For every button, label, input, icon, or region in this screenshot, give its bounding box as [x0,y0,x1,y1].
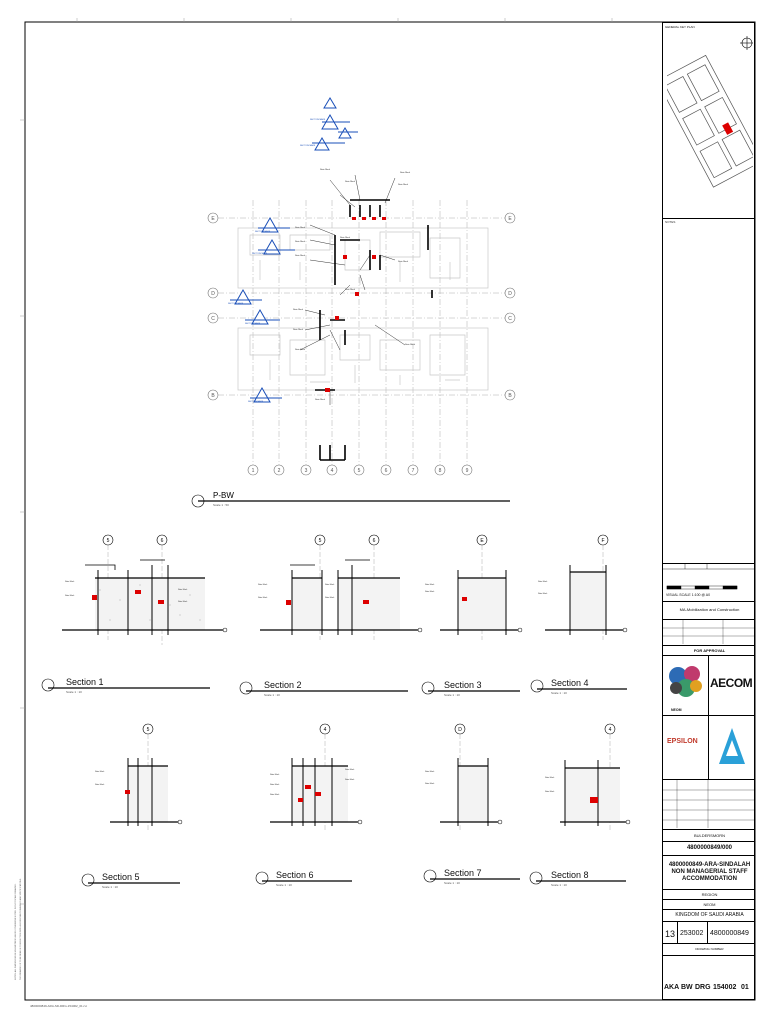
grid-col-label: 4 [330,468,334,474]
company-logo: AECOM [710,676,753,690]
sections-row-1 [42,535,627,694]
svg-text:Note Mark: Note Mark [258,584,268,586]
region: REGION [701,892,718,897]
svg-text:Note Mark: Note Mark [315,399,326,401]
title-block [662,22,755,1000]
plan-view [192,98,515,507]
margin-notes [14,878,22,980]
svg-text:Note Mark: Note Mark [270,784,280,786]
section-scale: Scale 1 : 10 [66,690,82,694]
svg-text:Note Mark: Note Mark [293,309,304,311]
svg-text:SECTION MARK: SECTION MARK [300,145,316,147]
dn-part: DRG [695,984,711,991]
svg-text:Note Mark: Note Mark [95,771,105,773]
svg-text:THIS DRAWING IS TO BE READ IN: THIS DRAWING IS TO BE READ IN CONJUNCTION WITH ALL RELEVANT DRAWINGS AND SPECIFICATIONS. [20,878,22,980]
svg-text:NOTES: ALL DIMENSIONS IN MILLI: NOTES: ALL DIMENSIONS IN MILLIMETRES UNLESS OTHERWISE NOTED. DO NOT SCALE DRAWING. [15,883,17,980]
section-scale: Scale 1 : 10 [444,881,460,885]
grid-col-label: 3 [304,468,308,474]
key-plan-drawing [667,31,753,211]
svg-text:SECTION MARK: SECTION MARK [228,303,244,305]
project-number: 4800000849/000 [686,845,733,851]
svg-text:Note Mark: Note Mark [345,181,356,183]
plan-scale: Scale 1 : 50 [213,503,229,507]
section-title: Section 3 [444,680,482,690]
grid-col-label: 6 [384,468,388,474]
dn-part: 01 [741,984,749,991]
section-title: Section 8 [551,870,589,880]
svg-text:Note Mark: Note Mark [345,289,356,291]
svg-text:5: 5 [318,538,322,544]
grid-row-label: D [508,291,512,297]
grid-col-label: 2 [277,468,281,474]
section-scale: Scale 1 : 10 [444,693,460,697]
grid-row-label: C [211,316,215,322]
grid-row-label: D [211,291,215,297]
svg-text:Note Mark: Note Mark [538,581,548,583]
grid-row-label: C [508,316,512,322]
section-title: Section 4 [551,678,589,688]
svg-text:Note Mark: Note Mark [538,593,548,595]
svg-text:E: E [480,538,484,544]
section-scale: Scale 1 : 10 [264,693,280,697]
svg-text:Note Mark: Note Mark [545,791,555,793]
svg-text:Note Mark: Note Mark [425,783,435,785]
svg-text:D: D [458,727,462,733]
svg-text:Note Mark: Note Mark [258,597,268,599]
svg-text:Note Mark: Note Mark [178,589,188,591]
sheet-border [25,22,755,1000]
revision: 13 [665,929,676,939]
grid-col-label: 5 [357,468,361,474]
svg-text:Note Mark: Note Mark [425,591,435,593]
svg-text:Note Mark: Note Mark [270,794,280,796]
svg-text:Note Mark: Note Mark [295,227,306,229]
plan-title: P-BW [213,491,234,500]
section-title: Section 1 [66,677,104,687]
svg-text:6: 6 [160,538,164,544]
svg-text:Note Mark: Note Mark [325,584,335,586]
grid-col-label: 1 [251,468,255,474]
sections-row-2 [82,724,630,886]
grid-row-label: B [508,393,512,399]
consultant-logo: EPSILON [667,738,698,745]
svg-text:Note Mark: Note Mark [345,779,355,781]
svg-text:SECTION MARK: SECTION MARK [310,119,326,121]
notes-label: NOTES [665,220,676,224]
svg-text:Note Mark: Note Mark [398,184,409,186]
svg-text:F: F [601,538,605,544]
svg-text:Note Mark: Note Mark [65,581,75,583]
grid-row-label: B [211,393,215,399]
svg-text:Note Mark: Note Mark [340,237,351,239]
svg-text:Note Mark: Note Mark [400,172,411,174]
svg-text:Note Mark: Note Mark [325,597,335,599]
svg-text:Note Mark: Note Mark [425,584,435,586]
asset-code: 253002 [680,930,704,937]
svg-text:Note Mark: Note Mark [425,771,435,773]
svg-text:Note Mark: Note Mark [295,255,306,257]
svg-text:Note Mark: Note Mark [178,601,188,603]
location: BULDERSMORN [693,833,726,838]
svg-text:Note Mark: Note Mark [320,169,331,171]
svg-text:SECTION MARK: SECTION MARK [252,253,268,255]
status: FOR APPROVAL [693,648,726,653]
svg-text:6: 6 [372,538,376,544]
svg-text:4: 4 [323,727,327,733]
key-plan-label: GENERAL KEY PLAN [665,25,695,29]
svg-text:Note Mark: Note Mark [545,777,555,779]
section-title: Section 5 [102,872,140,882]
section-scale: Scale 1 : 10 [276,883,292,887]
svg-text:5: 5 [106,538,110,544]
scale-text: VISUAL SCALE 1:100 @ A0 [666,593,711,597]
svg-text:4: 4 [608,727,612,733]
client-logo [666,662,706,706]
svg-text:Note Mark: Note Mark [398,261,409,263]
section-title: Section 7 [444,868,482,878]
section-scale: Scale 1 : 10 [551,883,567,887]
grid-col-label: 9 [465,468,469,474]
dn-part: 154002 [713,984,737,991]
svg-text:Note Mark: Note Mark [270,774,280,776]
file-name: 4800000849-ARA-SD-DRG-154002_01.rvt [30,1004,87,1008]
svg-text:Note Mark: Note Mark [295,349,306,351]
svg-text:SECTION MARK: SECTION MARK [245,323,261,325]
svg-text:Note Mark: Note Mark [293,329,304,331]
dn-part: BW [681,984,693,991]
svg-text:5: 5 [146,727,150,733]
svg-text:Note Mark: Note Mark [345,769,355,771]
grid-row-label: E [211,216,215,222]
project-title: 4800000849-ARA-SINDALAH NON MANAGERIAL STAFF ACCOMMODATION [668,862,751,882]
svg-text:SECTION MARK: SECTION MARK [255,231,271,233]
grid-col-label: 7 [411,468,415,474]
phase: MA-Mobilization and Construction [679,607,740,612]
drawing-number-label: DRAWING NUMBER [695,947,724,951]
svg-text:Note Mark: Note Mark [95,784,105,786]
section-scale: Scale 1 : 10 [551,691,567,695]
consultant-mark-icon [717,726,747,766]
section-title: Section 6 [276,870,314,880]
svg-text:Note Mark: Note Mark [65,595,75,597]
section-title: Section 2 [264,680,302,690]
client-name: NEOM [671,708,682,712]
country: KINGDOM OF SAUDI ARABIA [675,912,744,918]
grid-row-label: E [508,216,512,222]
svg-text:SECTION MARK: SECTION MARK [248,401,264,403]
contract-code: 4800000849 [710,930,749,937]
section-scale: Scale 1 : 10 [102,885,118,889]
dn-part: AKA [664,984,680,991]
svg-text:Note Mark: Note Mark [405,344,416,346]
svg-text:Note Mark: Note Mark [295,241,306,243]
country-code: NEOM [703,902,716,907]
grid-col-label: 8 [438,468,442,474]
